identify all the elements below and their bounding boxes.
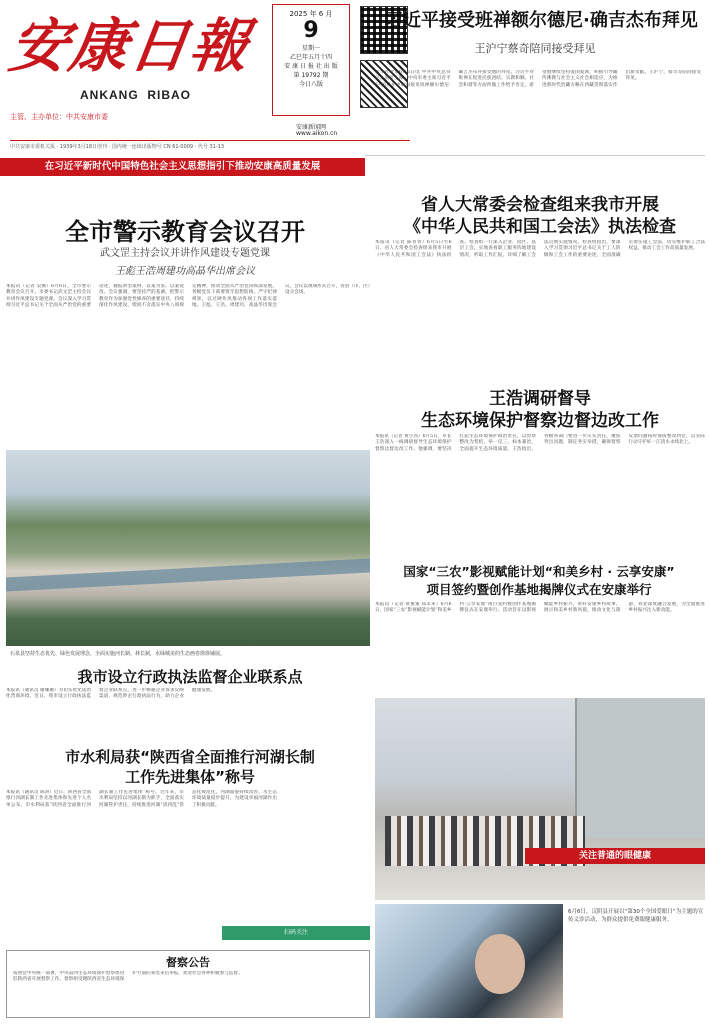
photo2-caption: 6月6日，汉阴县开展以“第30个全国爱眼日”为主题的宣传义诊活动，为群众提供免费眼健康服务。 xyxy=(568,909,704,923)
artE-body: 本报讯（记者 黄蜜蜜 郑未来）6月6日，国家“三农”影视赋能计划“和美乡村·云享安康”项目签约暨创作基地揭牌仪式在安康举行。活动旨在以影视赋能乡村振兴，讲好安康乡村故事，展示和美乡村新风貌，推动文化与旅游、农业深度融合发展，为全面推进乡村振兴注入新动能。 xyxy=(375,602,705,614)
pages: 今日八版 xyxy=(298,81,323,88)
river xyxy=(6,558,370,591)
divider xyxy=(365,155,705,156)
ad-strip-label: 扫码关注 xyxy=(283,929,308,936)
notice-title: 督察公告 xyxy=(166,956,210,969)
artE-title2: 项目签约暨创作基地揭牌仪式在安康举行 xyxy=(426,582,652,597)
date-month: 2025 年 6 月 xyxy=(289,10,333,18)
theme-banner xyxy=(0,158,365,176)
artB-title: 全市警示教育会议召开 xyxy=(65,218,305,246)
artC-body: 本报讯（记者 陈青青）6月5日至6日，省人大常委会检查组来我市开展《中华人民共和国工会法》执法检查。检查组一行深入企业、园区、基层工会，实地查看职工服务阵地建设情况，听取工作汇报，详细了解工会法贯彻实施情况。检查组指出，要深入学习贯彻习近平总书记关于工人阶级和工会工作的重要论述，全面准确贯彻实施工会法，切实维护职工合法权益，推动工会工作高质量发展。 xyxy=(375,240,705,258)
artF-body: 本报讯（通讯员 谢珊珊）为切实优化法治化营商环境，近日，我市设立行政执法监督企业联系点，进一步畅通企业诉求反映渠道，规范涉企行政执法行为，助力企业健康发展。 xyxy=(6,688,215,700)
photo1-caption: 石泉县坚持生态优先、绿色发展理念，全面实施河长制、林长制，水绿城美的生态画卷徐徐铺展。 xyxy=(10,651,226,657)
masthead-logo xyxy=(5,4,265,88)
edition: 安 康 日 报 社 出 版 xyxy=(284,63,338,70)
artC-title2: 《中华人民共和国工会法》执法检查 xyxy=(404,217,676,237)
artB-body: 本报讯（记者 吴刚）6月6日，全市警示教育会议召开。市委书记武文罡主持会议并讲作风建设专题党课。会议深入学习贯彻习近平总书记关于全面从严治党的重要论述，通报典型案例，以案为鉴、以案促改。会议强调，要坚持严的基调，把警示教育作为加强党性修养的重要途径，持续深化作风建设，锲而不舍落实中央八项规定精神，推动全面从严治党向纵深发展。各级党员干部要筑牢思想防线，严守纪律规矩，以过硬作风推动各项工作落实落地。王彪、王浩、周建功、高晶华出席会议。会议以视频形式召开，各县（市、区）设分会场。 xyxy=(6,284,370,309)
leadA-title: 习近平接受班禅额尔德尼·确吉杰布拜见 xyxy=(385,10,698,31)
artG-body: 本报讯（通讯员 陈涛）近日，陕西省全面推行河湖长制工作先进集体和先进个人名单公布，市水利局获“陕西省全面推行河湖长制工作先进集体”称号。近年来，市水利局坚持以河湖长制为抓手，全面落实河湖管护责任，持续推进河湖“清四乱”常态化规范化，河湖面貌持续改善，水生态环境质量稳步提升，为建设幸福河湖作出了积极贡献。 xyxy=(6,790,277,808)
masthead-footer: 中共安康市委机关报 · 1939年3月18日创刊 · 国内统一连续出版物号 CN 61-0009 · 代号 31-13 xyxy=(10,140,410,150)
artG-title2: 工作先进集体”称号 xyxy=(125,768,255,786)
artD-title1: 王浩调研督导 xyxy=(489,389,591,409)
ad-strip[interactable] xyxy=(222,926,370,940)
masthead-slogan: 主管、主办单位：中共安康市委 xyxy=(10,113,108,121)
photo-city-landscape xyxy=(6,450,370,646)
artB-sub2: 王彪王浩周建功高晶华出席会议 xyxy=(115,266,255,277)
leadA-subtitle: 王沪宁蔡奇陪同接受拜见 xyxy=(474,42,596,55)
photo2-banner xyxy=(525,848,705,864)
artF-title: 我市设立行政执法监督企业联系点 xyxy=(77,668,303,686)
date-weekday: 星期一 xyxy=(301,45,320,52)
patient-face xyxy=(475,934,525,994)
site-name: 安康新闻网 xyxy=(296,124,327,131)
artC-title1: 省人大常委会检查组来我市开展 xyxy=(421,195,659,215)
artD-body: 本报讯（记者 黄小茜）6月5日，市长王浩深入一线调研督导生态环境保护督察边督边改工作。他强调，要坚决扛起生态环境保护政治责任，以督察整改为契机，举一反三、标本兼治，全面提升生态环境质量。王浩指出，各级各部门要进一步压实责任，聚焦突出问题，制定务实举措，确保督察反馈问题按时保质整改到位，以实际行动守护好一江清水永续北上。 xyxy=(375,434,705,452)
site-url[interactable]: www.aikon.cn xyxy=(296,130,338,137)
pinyin-ribao: RIBAO xyxy=(147,88,192,102)
notice-body: 按照党中央统一部署，中央第四生态环境保护督察组进驻陕西省开展督察工作。督察组受理陕西省生态环境保护方面的来电来信举报，欢迎社会各界积极参与监督。 xyxy=(13,971,243,983)
building-facade xyxy=(575,698,705,838)
date-lunar: 乙巳年五月十四 xyxy=(289,54,332,61)
leadA-body: 新华社北京6月6日电 中共中央总书记、国家主席、中央军委主席习近平6月6日在中南海接见班禅额尔德尼·确吉杰布并接受他的拜见。习近平对班禅在促进民族团结、宗教和顺、社会和谐等方面所做工作给予肯定，希望他继续坚持爱国爱教，积极引导藏传佛教与社会主义社会相适应，为推进新时代治藏方略在西藏贯彻落实作出新贡献。王沪宁、蔡奇等陪同接受拜见。 xyxy=(375,70,701,88)
masthead-pinyin xyxy=(80,88,230,102)
masthead-title: 安康日報 xyxy=(5,12,255,80)
date-box xyxy=(272,4,350,116)
notice-box xyxy=(6,950,370,1018)
artG-title1: 市水利局获“陕西省全面推行河湖长制 xyxy=(65,748,315,766)
photo2-banner-text: 关注普通的眼健康 xyxy=(578,851,651,861)
photo-eye-exam xyxy=(375,904,563,1018)
date-day: 9 xyxy=(303,18,319,43)
artE-title1: 国家“三农”影视赋能计划“和美乡村 · 云享安康” xyxy=(403,564,675,579)
photo-eye-clinic-street xyxy=(375,698,705,900)
artB-sub1: 武文罡主持会议并讲作风建设专题党课 xyxy=(100,248,270,259)
artD-title2: 生态环境保护督察边督边改工作 xyxy=(421,411,659,431)
banner-text: 在习近平新时代中国特色社会主义思想指引下推动安康高质量发展 xyxy=(44,161,321,172)
issue-no: 第 19792 期 xyxy=(293,72,329,79)
pinyin-ankang: ANKANG xyxy=(80,88,139,102)
